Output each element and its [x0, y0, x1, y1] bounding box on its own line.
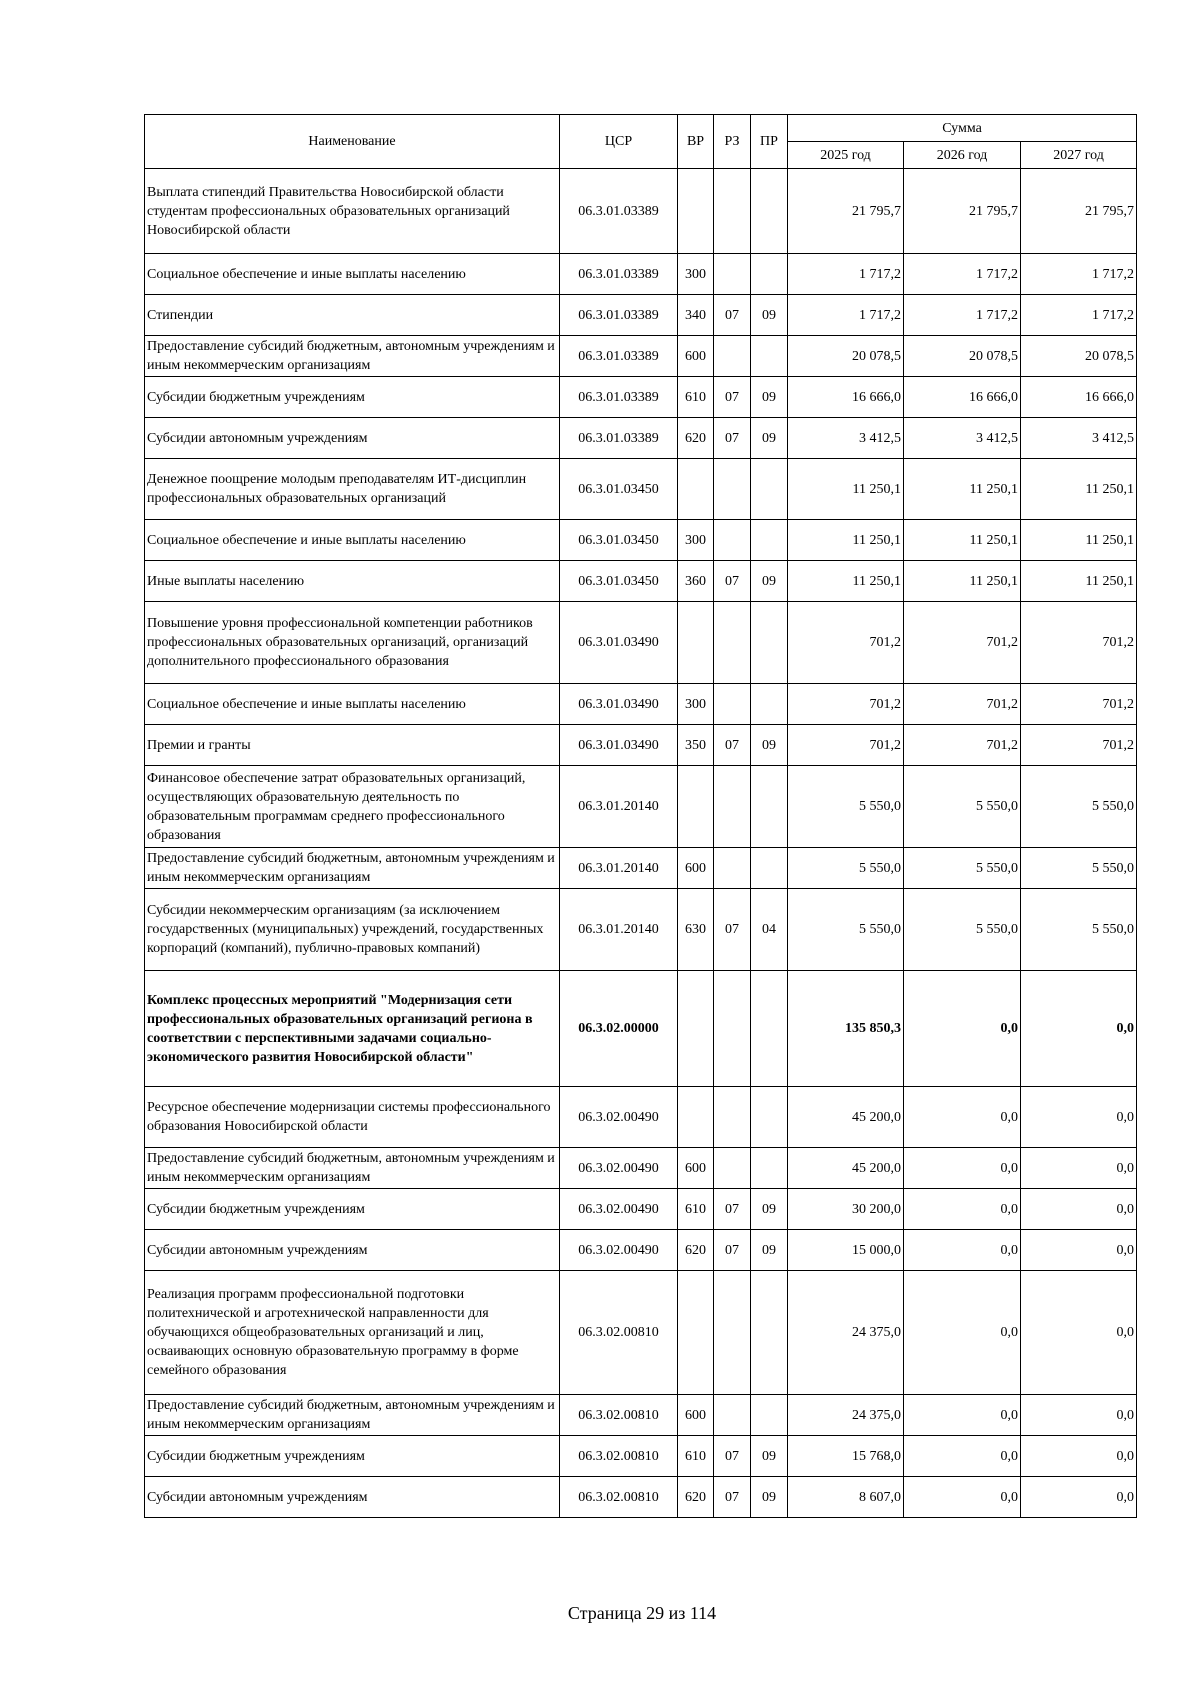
row-name: Субсидии автономным учреждениям: [145, 1477, 560, 1518]
row-rz: [714, 1148, 751, 1189]
row-sum-2027: 5 550,0: [1021, 889, 1137, 971]
row-name: Комплекс процессных мероприятий "Модернизация сети профессиональных образовательных организаций региона в соответствии с перспективными задачами социально-экономического развития Новосибирской области": [145, 971, 560, 1087]
row-rz: 07: [714, 1189, 751, 1230]
table-row: [145, 971, 1137, 1087]
header-rz: РЗ: [714, 115, 751, 169]
row-sum-2025: 15 768,0: [788, 1436, 904, 1477]
row-pr: [751, 254, 788, 295]
row-sum-2027: 1 717,2: [1021, 254, 1137, 295]
row-sum-2025: 21 795,7: [788, 169, 904, 254]
row-name: Предоставление субсидий бюджетным, автономным учреждениям и иным некоммерческим организациям: [145, 1395, 560, 1436]
row-csr: 06.3.01.20140: [560, 766, 678, 848]
row-sum-2025: 11 250,1: [788, 459, 904, 520]
row-sum-2027: 0,0: [1021, 1477, 1137, 1518]
row-sum-2026: 0,0: [904, 1436, 1021, 1477]
row-vr: 620: [678, 1477, 714, 1518]
header-name: Наименование: [145, 115, 560, 169]
row-vr: 600: [678, 1395, 714, 1436]
row-rz: 07: [714, 561, 751, 602]
header-year-2027: 2027 год: [1021, 142, 1137, 169]
row-name: Стипендии: [145, 295, 560, 336]
row-vr: 300: [678, 254, 714, 295]
row-sum-2027: 11 250,1: [1021, 459, 1137, 520]
row-vr: [678, 602, 714, 684]
row-vr: [678, 1087, 714, 1148]
row-rz: [714, 336, 751, 377]
row-pr: [751, 766, 788, 848]
row-rz: [714, 1271, 751, 1395]
table-row: [145, 418, 1137, 459]
row-csr: 06.3.01.03450: [560, 459, 678, 520]
header-vr: ВР: [678, 115, 714, 169]
row-csr: 06.3.02.00490: [560, 1189, 678, 1230]
table-row: [145, 602, 1137, 684]
row-sum-2026: 0,0: [904, 1189, 1021, 1230]
row-sum-2025: 45 200,0: [788, 1087, 904, 1148]
row-vr: [678, 971, 714, 1087]
row-sum-2026: 5 550,0: [904, 848, 1021, 889]
row-csr: 06.3.01.03490: [560, 602, 678, 684]
row-csr: 06.3.01.03389: [560, 169, 678, 254]
row-pr: 09: [751, 295, 788, 336]
row-pr: [751, 459, 788, 520]
row-sum-2026: 0,0: [904, 1271, 1021, 1395]
row-sum-2027: 0,0: [1021, 1271, 1137, 1395]
row-sum-2027: 0,0: [1021, 1395, 1137, 1436]
row-name: Социальное обеспечение и иные выплаты населению: [145, 520, 560, 561]
row-vr: 610: [678, 1189, 714, 1230]
row-csr: 06.3.02.00490: [560, 1230, 678, 1271]
row-rz: 07: [714, 377, 751, 418]
row-sum-2027: 701,2: [1021, 602, 1137, 684]
table-row: [145, 1436, 1137, 1477]
table-row: [145, 459, 1137, 520]
row-rz: 07: [714, 295, 751, 336]
row-name: Социальное обеспечение и иные выплаты населению: [145, 684, 560, 725]
row-pr: 09: [751, 1189, 788, 1230]
table-row: [145, 295, 1137, 336]
row-sum-2026: 11 250,1: [904, 459, 1021, 520]
row-sum-2026: 21 795,7: [904, 169, 1021, 254]
row-csr: 06.3.02.00490: [560, 1087, 678, 1148]
row-name: Субсидии автономным учреждениям: [145, 1230, 560, 1271]
row-sum-2027: 0,0: [1021, 1189, 1137, 1230]
row-csr: 06.3.01.03389: [560, 336, 678, 377]
row-rz: [714, 169, 751, 254]
row-csr: 06.3.01.03450: [560, 561, 678, 602]
row-sum-2026: 1 717,2: [904, 295, 1021, 336]
row-rz: 07: [714, 1230, 751, 1271]
row-name: Выплата стипендий Правительства Новосибирской области студентам профессиональных образовательных организаций Новосибирской области: [145, 169, 560, 254]
row-sum-2027: 0,0: [1021, 1230, 1137, 1271]
row-pr: [751, 1395, 788, 1436]
table-row: [145, 1395, 1137, 1436]
page-number: Страница 29 из 114: [567, 1603, 717, 1623]
table-row: [145, 684, 1137, 725]
row-sum-2025: 701,2: [788, 684, 904, 725]
row-csr: 06.3.01.03389: [560, 295, 678, 336]
row-sum-2027: 0,0: [1021, 1436, 1137, 1477]
row-rz: 07: [714, 725, 751, 766]
row-name: Денежное поощрение молодым преподавателям ИТ-дисциплин профессиональных образовательных организаций: [145, 459, 560, 520]
row-name: Финансовое обеспечение затрат образовательных организаций, осуществляющих образовательную деятельность по образовательным программам среднего профессионального образования: [145, 766, 560, 848]
row-sum-2025: 8 607,0: [788, 1477, 904, 1518]
row-sum-2027: 701,2: [1021, 725, 1137, 766]
header-csr: ЦСР: [560, 115, 678, 169]
row-sum-2025: 701,2: [788, 725, 904, 766]
table-row: [145, 889, 1137, 971]
table-row: [145, 561, 1137, 602]
row-sum-2025: 24 375,0: [788, 1271, 904, 1395]
row-sum-2027: 11 250,1: [1021, 561, 1137, 602]
row-sum-2025: 5 550,0: [788, 848, 904, 889]
row-name: Субсидии бюджетным учреждениям: [145, 377, 560, 418]
row-csr: 06.3.01.20140: [560, 848, 678, 889]
table-body: [145, 169, 1137, 1518]
row-sum-2026: 0,0: [904, 1477, 1021, 1518]
row-rz: 07: [714, 418, 751, 459]
table-row: [145, 1189, 1137, 1230]
row-pr: [751, 1087, 788, 1148]
row-rz: 07: [714, 1477, 751, 1518]
row-sum-2026: 0,0: [904, 1230, 1021, 1271]
row-rz: 07: [714, 1436, 751, 1477]
header-sum: Сумма: [788, 115, 1137, 142]
row-vr: 600: [678, 1148, 714, 1189]
row-sum-2026: 11 250,1: [904, 520, 1021, 561]
row-pr: 09: [751, 1477, 788, 1518]
row-sum-2027: 0,0: [1021, 1148, 1137, 1189]
row-rz: [714, 971, 751, 1087]
row-sum-2026: 1 717,2: [904, 254, 1021, 295]
row-csr: 06.3.01.03490: [560, 684, 678, 725]
row-sum-2025: 11 250,1: [788, 561, 904, 602]
row-sum-2027: 0,0: [1021, 971, 1137, 1087]
row-sum-2027: 16 666,0: [1021, 377, 1137, 418]
row-sum-2025: 3 412,5: [788, 418, 904, 459]
row-csr: 06.3.02.00810: [560, 1395, 678, 1436]
row-vr: [678, 169, 714, 254]
row-rz: [714, 602, 751, 684]
row-sum-2027: 20 078,5: [1021, 336, 1137, 377]
row-sum-2025: 1 717,2: [788, 295, 904, 336]
budget-table: [144, 114, 1137, 1518]
row-vr: 300: [678, 684, 714, 725]
row-name: Субсидии автономным учреждениям: [145, 418, 560, 459]
row-csr: 06.3.01.03389: [560, 254, 678, 295]
row-vr: 340: [678, 295, 714, 336]
row-csr: 06.3.02.00000: [560, 971, 678, 1087]
header-year-2025: 2025 год: [788, 142, 904, 169]
row-sum-2026: 701,2: [904, 684, 1021, 725]
table-row: [145, 254, 1137, 295]
row-vr: [678, 459, 714, 520]
row-vr: [678, 1271, 714, 1395]
row-name: Социальное обеспечение и иные выплаты населению: [145, 254, 560, 295]
row-sum-2027: 0,0: [1021, 1087, 1137, 1148]
row-sum-2025: 11 250,1: [788, 520, 904, 561]
row-csr: 06.3.02.00810: [560, 1436, 678, 1477]
table-row: [145, 1087, 1137, 1148]
row-vr: 350: [678, 725, 714, 766]
row-sum-2025: 24 375,0: [788, 1395, 904, 1436]
row-name: Реализация программ профессиональной подготовки политехнической и агротехнической направленности для обучающихся общеобразовательных организаций и лиц, осваивающих основную образовательную программу в форме семейного образования: [145, 1271, 560, 1395]
row-sum-2026: 0,0: [904, 1087, 1021, 1148]
row-sum-2026: 20 078,5: [904, 336, 1021, 377]
row-sum-2025: 701,2: [788, 602, 904, 684]
row-sum-2025: 5 550,0: [788, 766, 904, 848]
table-row: [145, 1477, 1137, 1518]
row-rz: [714, 848, 751, 889]
row-sum-2027: 5 550,0: [1021, 766, 1137, 848]
row-vr: 620: [678, 1230, 714, 1271]
row-pr: 09: [751, 1230, 788, 1271]
row-rz: [714, 1395, 751, 1436]
row-name: Предоставление субсидий бюджетным, автономным учреждениям и иным некоммерческим организациям: [145, 336, 560, 377]
table-row: [145, 520, 1137, 561]
row-csr: 06.3.01.03389: [560, 377, 678, 418]
row-vr: 630: [678, 889, 714, 971]
row-csr: 06.3.01.03490: [560, 725, 678, 766]
row-pr: [751, 684, 788, 725]
row-sum-2027: 3 412,5: [1021, 418, 1137, 459]
row-sum-2027: 11 250,1: [1021, 520, 1137, 561]
row-sum-2027: 5 550,0: [1021, 848, 1137, 889]
row-vr: 300: [678, 520, 714, 561]
row-sum-2026: 0,0: [904, 1148, 1021, 1189]
row-name: Предоставление субсидий бюджетным, автономным учреждениям и иным некоммерческим организациям: [145, 1148, 560, 1189]
row-sum-2026: 0,0: [904, 1395, 1021, 1436]
table-row: [145, 1148, 1137, 1189]
row-pr: [751, 520, 788, 561]
row-sum-2025: 45 200,0: [788, 1148, 904, 1189]
row-csr: 06.3.02.00810: [560, 1477, 678, 1518]
row-rz: 07: [714, 889, 751, 971]
row-vr: 610: [678, 377, 714, 418]
row-pr: [751, 971, 788, 1087]
row-sum-2025: 16 666,0: [788, 377, 904, 418]
row-pr: [751, 602, 788, 684]
row-sum-2027: 701,2: [1021, 684, 1137, 725]
row-csr: 06.3.01.03389: [560, 418, 678, 459]
table-row: [145, 1271, 1137, 1395]
table-row: [145, 725, 1137, 766]
row-pr: [751, 169, 788, 254]
row-sum-2026: 3 412,5: [904, 418, 1021, 459]
table-row: [145, 1230, 1137, 1271]
row-sum-2027: 1 717,2: [1021, 295, 1137, 336]
row-sum-2025: 5 550,0: [788, 889, 904, 971]
row-pr: 09: [751, 418, 788, 459]
row-sum-2026: 5 550,0: [904, 889, 1021, 971]
row-sum-2026: 11 250,1: [904, 561, 1021, 602]
row-sum-2025: 20 078,5: [788, 336, 904, 377]
row-rz: [714, 766, 751, 848]
row-vr: 600: [678, 336, 714, 377]
row-rz: [714, 684, 751, 725]
row-pr: 09: [751, 561, 788, 602]
row-name: Премии и гранты: [145, 725, 560, 766]
row-name: Предоставление субсидий бюджетным, автономным учреждениям и иным некоммерческим организациям: [145, 848, 560, 889]
row-pr: [751, 1271, 788, 1395]
table-row: [145, 169, 1137, 254]
row-sum-2026: 0,0: [904, 971, 1021, 1087]
row-pr: 09: [751, 377, 788, 418]
row-name: Субсидии некоммерческим организациям (за исключением государственных (муниципальных) учреждений, государственных корпораций (компаний), публично-правовых компаний): [145, 889, 560, 971]
row-csr: 06.3.01.20140: [560, 889, 678, 971]
header-year-2026: 2026 год: [904, 142, 1021, 169]
row-name: Субсидии бюджетным учреждениям: [145, 1189, 560, 1230]
row-vr: 360: [678, 561, 714, 602]
row-pr: 04: [751, 889, 788, 971]
header-row-top: [145, 115, 1137, 142]
row-vr: 620: [678, 418, 714, 459]
table-row: [145, 848, 1137, 889]
row-sum-2027: 21 795,7: [1021, 169, 1137, 254]
row-name: Повышение уровня профессиональной компетенции работников профессиональных образовательных организаций, организаций дополнительного профессионального образования: [145, 602, 560, 684]
row-rz: [714, 459, 751, 520]
row-pr: [751, 336, 788, 377]
row-rz: [714, 520, 751, 561]
row-pr: [751, 848, 788, 889]
row-sum-2026: 5 550,0: [904, 766, 1021, 848]
row-pr: [751, 1148, 788, 1189]
table-row: [145, 336, 1137, 377]
row-sum-2025: 1 717,2: [788, 254, 904, 295]
row-name: Иные выплаты населению: [145, 561, 560, 602]
header-pr: ПР: [751, 115, 788, 169]
row-csr: 06.3.02.00490: [560, 1148, 678, 1189]
row-rz: [714, 254, 751, 295]
row-sum-2026: 16 666,0: [904, 377, 1021, 418]
row-pr: 09: [751, 725, 788, 766]
row-vr: [678, 766, 714, 848]
row-rz: [714, 1087, 751, 1148]
table-row: [145, 377, 1137, 418]
row-sum-2025: 135 850,3: [788, 971, 904, 1087]
row-sum-2025: 30 200,0: [788, 1189, 904, 1230]
table-row: [145, 766, 1137, 848]
row-sum-2026: 701,2: [904, 725, 1021, 766]
row-vr: 600: [678, 848, 714, 889]
row-name: Ресурсное обеспечение модернизации системы профессионального образования Новосибирской области: [145, 1087, 560, 1148]
row-csr: 06.3.02.00810: [560, 1271, 678, 1395]
row-csr: 06.3.01.03450: [560, 520, 678, 561]
row-name: Субсидии бюджетным учреждениям: [145, 1436, 560, 1477]
row-pr: 09: [751, 1436, 788, 1477]
row-sum-2026: 701,2: [904, 602, 1021, 684]
row-vr: 610: [678, 1436, 714, 1477]
row-sum-2025: 15 000,0: [788, 1230, 904, 1271]
